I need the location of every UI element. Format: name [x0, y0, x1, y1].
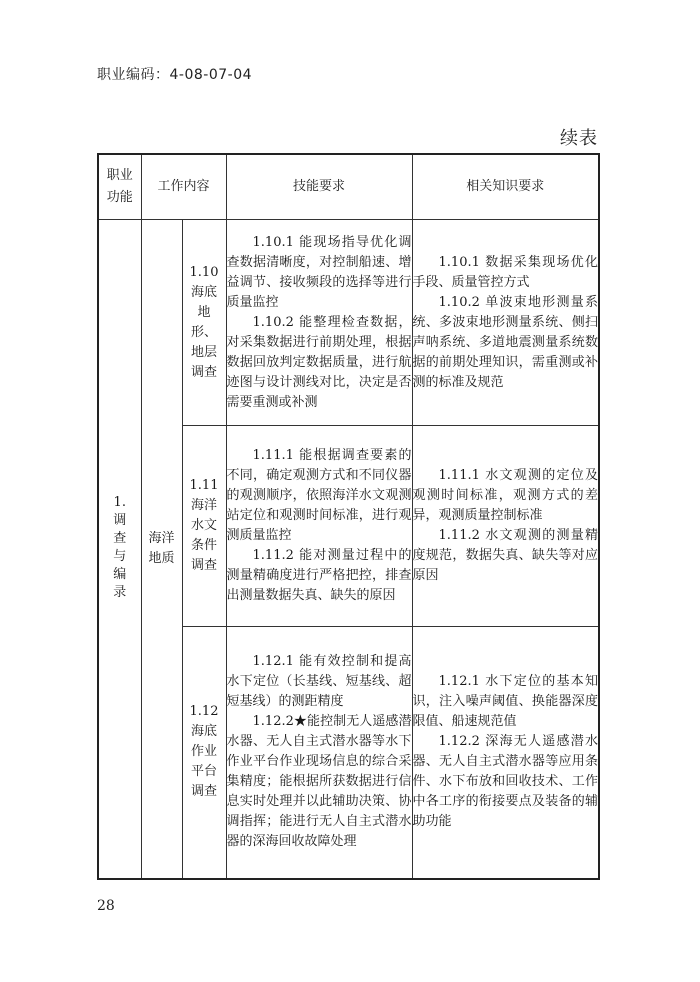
header-knowledge: 相关知识要求: [412, 154, 599, 220]
skill-paragraph: 1.10.2 能整理检查数据，对采集数据进行前期处理，根据数据回放判定数据质量，进行航迹图与设计测线对比，决定是否需要重测或补测: [226, 314, 412, 410]
header-skill: 技能要求: [226, 154, 412, 220]
continued-label: 续表: [560, 128, 598, 149]
skill-cell: [226, 627, 412, 879]
occupation-code: 职业编码：4-08-07-04: [97, 67, 253, 83]
header-function: 职业 功能: [98, 154, 141, 220]
knowledge-paragraph: 1.10.1 数据采集现场优化手段、质量管控方式: [412, 254, 599, 290]
skill-paragraph: 1.12.1 能有效控制和提高水下定位（长基线、短基线、超短基线）的测距精度: [226, 654, 412, 710]
sub-content-cell: 海洋 地质: [141, 220, 182, 879]
item-cell: 1.11 海洋 水文 条件 调查: [182, 426, 226, 627]
table-header-row: [98, 154, 599, 220]
header-work-content: 工作内容: [141, 154, 226, 220]
skill-paragraph: 1.12.2★能控制无人遥感潜水器、无人自主式潜水器等水下作业平台作业现场信息的综合采集精度；能根据所获数据进行信息实时处理并以此辅助决策、协调指挥；能进行无人自主式潜水器的深海回收故障处理: [226, 714, 412, 850]
knowledge-paragraph: 1.11.1 水文观测的定位及观测时间标准，观测方式的差异，观测质量控制标准: [412, 468, 599, 523]
skill-paragraph: 1.10.1 能现场指导优化调查数据清晰度，对控制船速、增益调节、接收频段的选择等进行质量监控: [226, 234, 412, 310]
knowledge-cell: [412, 426, 599, 627]
function-cell: 1. 调 查 与 编 录: [98, 220, 141, 879]
table-row: [98, 220, 599, 426]
skill-paragraph: 1.11.1 能根据调查要素的不同，确定观测方式和不同仪器的观测顺序，依照海洋水文观测站定位和观测时间标准，进行观测质量监控: [226, 448, 412, 543]
knowledge-paragraph: 1.12.2 深海无人遥感潜水器、无人自主式潜水器等应用条件、水下布放和回收技术、工作中各工序的衔接要点及装备的辅助功能: [412, 734, 599, 830]
item-cell: 1.12 海底 作业 平台 调查: [182, 627, 226, 879]
skill-cell: [226, 426, 412, 627]
knowledge-cell: [412, 220, 599, 426]
knowledge-paragraph: 1.11.2 水文观测的测量精度规范，数据失真、缺失等对应原因: [412, 528, 599, 583]
knowledge-paragraph: 1.12.1 水下定位的基本知识，注入噪声阈值、换能器深度限值、船速规范值: [412, 674, 599, 730]
skills-table: [97, 153, 600, 880]
skill-cell: [226, 220, 412, 426]
knowledge-cell: [412, 627, 599, 879]
page-number: 28: [97, 898, 115, 914]
item-cell: 1.10 海底 地形、 地层 调查: [182, 220, 226, 426]
skill-paragraph: 1.11.2 能对测量过程中的测量精确度进行严格把控，排查出测量数据失真、缺失的原因: [226, 548, 412, 603]
knowledge-paragraph: 1.10.2 单波束地形测量系统、多波束地形测量系统、侧扫声呐系统、多道地震测量系统数据的前期处理知识，需重测或补测的标准及规范: [412, 294, 599, 390]
